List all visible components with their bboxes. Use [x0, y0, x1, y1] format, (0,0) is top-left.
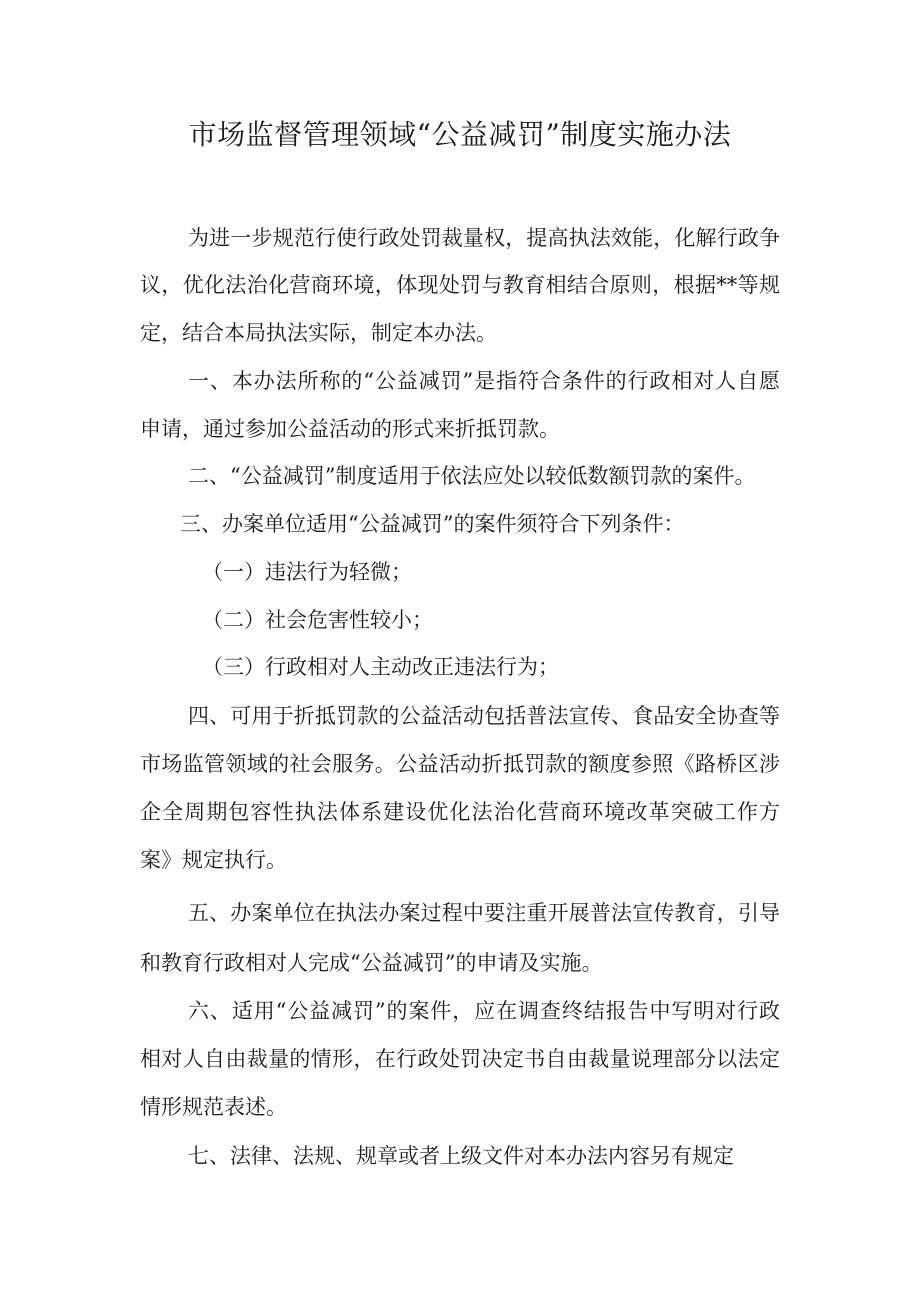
paragraph-line: 三、办案单位适用“公益减罚”的案件须符合下列条件：: [180, 512, 685, 536]
paragraph-line: 议，优化法治化营商环境，体现处罚与教育相结合原则，根据**等规: [140, 273, 780, 297]
paragraph-line: 市场监管领域的社会服务。公益活动折抵罚款的额度参照《路桥区涉: [140, 752, 780, 776]
paragraph-line: 四、可用于折抵罚款的公益活动包括普法宣传、食品安全协查等: [188, 704, 780, 728]
paragraph-line: 五、办案单位在执法办案过程中要注重开展普法宣传教育，引导: [188, 901, 780, 925]
paragraph-line: 二、“公益减罚”制度适用于依法应处以较低数额罚款的案件。: [188, 464, 756, 488]
paragraph-line: 申请，通过参加公益活动的形式来折抵罚款。: [140, 417, 560, 441]
paragraph-line: 六、适用“公益减罚”的案件，应在调查终结报告中写明对行政: [188, 999, 780, 1023]
paragraph-line: 相对人自由裁量的情形，在行政处罚决定书自由裁量说理部分以法定: [140, 1047, 780, 1071]
paragraph-line: 企全周期包容性执法体系建设优化法治化营商环境改革突破工作方: [140, 800, 780, 824]
list-item: （三）行政相对人主动改正违法行为；: [202, 655, 559, 679]
paragraph-line: 一、本办法所称的“公益减罚”是指符合条件的行政相对人自愿: [188, 369, 780, 393]
list-item: （二）社会危害性较小；: [202, 608, 433, 632]
list-item: （一）违法行为轻微；: [202, 560, 412, 584]
paragraph-line: 情形规范表述。: [140, 1095, 287, 1119]
paragraph-line: 案》规定执行。: [140, 848, 287, 872]
paragraph-line: 定，结合本局执法实际，制定本办法。: [140, 321, 497, 345]
paragraph-line: 和教育行政相对人完成“公益减罚”的申请及实施。: [140, 951, 603, 975]
document-title: 市场监督管理领域“公益减罚”制度实施办法: [188, 118, 732, 151]
paragraph-line: 七、法律、法规、规章或者上级文件对本办法内容另有规定: [188, 1144, 734, 1168]
paragraph-line: 为进一步规范行使行政处罚裁量权，提高执法效能，化解行政争: [188, 226, 780, 250]
